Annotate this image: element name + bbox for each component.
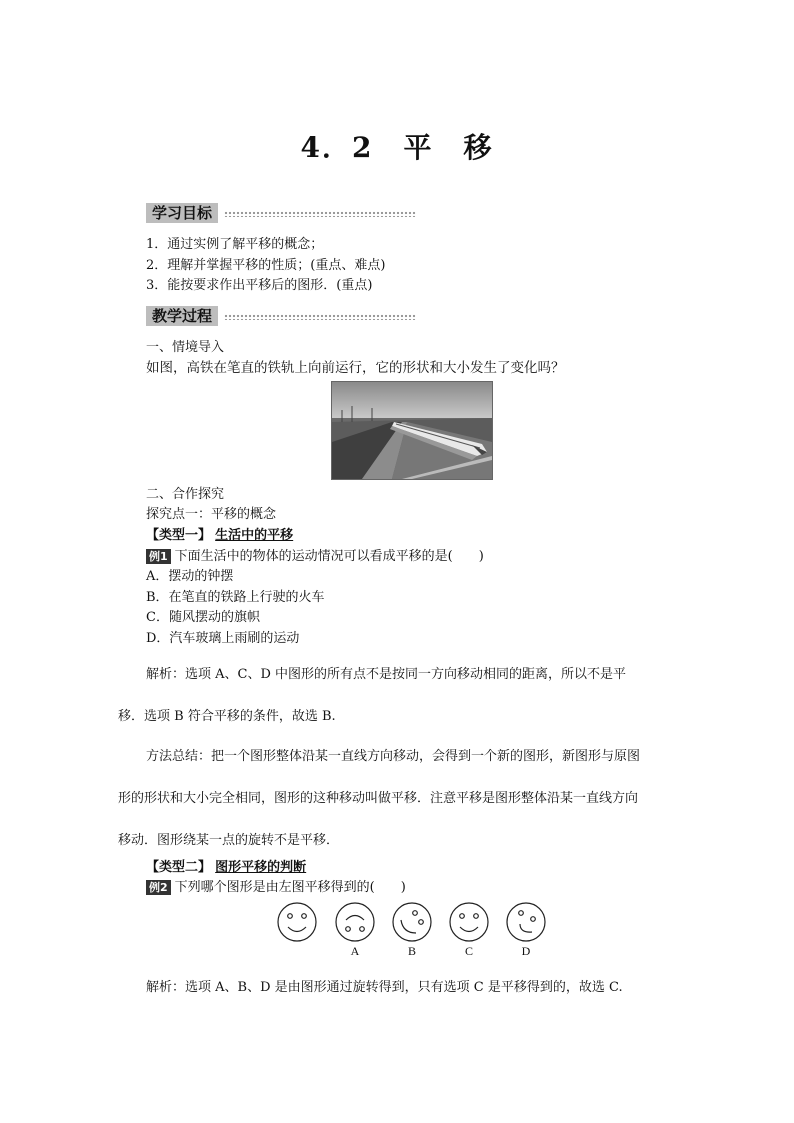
question-text: 下列哪个图形是由左图平移得到的( ) (174, 880, 406, 895)
question-text: 下面生活中的物体的运动情况可以看成平移的是( ) (174, 549, 484, 564)
example1-question (146, 549, 484, 565)
example2-question (146, 880, 406, 896)
dotted-rule (224, 211, 416, 217)
face-label-d: D (521, 944, 531, 958)
face-label-a: A (350, 944, 360, 958)
example1-analysis-line1: 解析：选项 A、C、D 中图形的所有点不是按同一方向移动相同的距离，所以不是平 (146, 667, 627, 682)
type2-title: 图形平移的判断 (215, 860, 307, 875)
intro-text: 如图，高铁在笔直的铁轨上向前运行，它的形状和大小发生了变化吗？ (146, 360, 565, 376)
face-label-c: C (464, 944, 474, 958)
section-label: 教学过程 (146, 306, 218, 326)
intro-heading: 一、情境导入 (146, 340, 225, 355)
example-badge: 例1 (146, 549, 171, 564)
example2-analysis: 解析：选项 A、B、D 是由图形通过旋转得到，只有选项 C 是平移得到的，故选 C. (146, 980, 623, 995)
option-b: B．在笔直的铁路上行驶的火车 (146, 590, 325, 605)
type1-prefix: 【类型一】 (146, 528, 212, 543)
explore-point: 探究点一：平移的概念 (146, 507, 277, 522)
faces-illustration (270, 900, 560, 960)
section-label: 学习目标 (146, 203, 218, 223)
dotted-rule (224, 314, 416, 320)
option-a: A．摆动的钟摆 (146, 569, 234, 584)
option-c: C．随风摆动的旗帜 (146, 610, 260, 625)
explore-heading: 二、合作探究 (146, 487, 225, 502)
type1-heading (146, 528, 293, 544)
page-title: 4．2 平 移 (300, 131, 494, 164)
type2-heading (146, 860, 306, 876)
train-photo (331, 381, 493, 480)
faces-figure (270, 900, 560, 964)
method-summary-line2: 形的形状和大小完全相同，图形的这种移动叫做平移．注意平移是图形整体沿某一直线方向 (118, 791, 639, 806)
type1-title: 生活中的平移 (215, 528, 294, 543)
example1-analysis-line2: 移．选项 B 符合平移的条件，故选 B. (118, 709, 336, 724)
train-illustration (332, 382, 492, 479)
goal-item-2: 2．理解并掌握平移的性质；(重点、难点) (146, 258, 386, 273)
method-summary-line3: 移动．图形绕某一点的旋转不是平移． (118, 833, 340, 848)
option-d: D．汽车玻璃上雨刷的运动 (146, 631, 300, 646)
type2-prefix: 【类型二】 (146, 860, 212, 875)
face-label-b: B (407, 944, 417, 958)
example-badge: 例2 (146, 880, 171, 895)
method-summary-line1: 方法总结：把一个图形整体沿某一直线方向移动，会得到一个新的图形，新图形与原图 (146, 749, 641, 764)
goal-item-1: 1．通过实例了解平移的概念； (146, 237, 324, 252)
goal-item-3: 3．能按要求作出平移后的图形．(重点) (146, 278, 373, 293)
